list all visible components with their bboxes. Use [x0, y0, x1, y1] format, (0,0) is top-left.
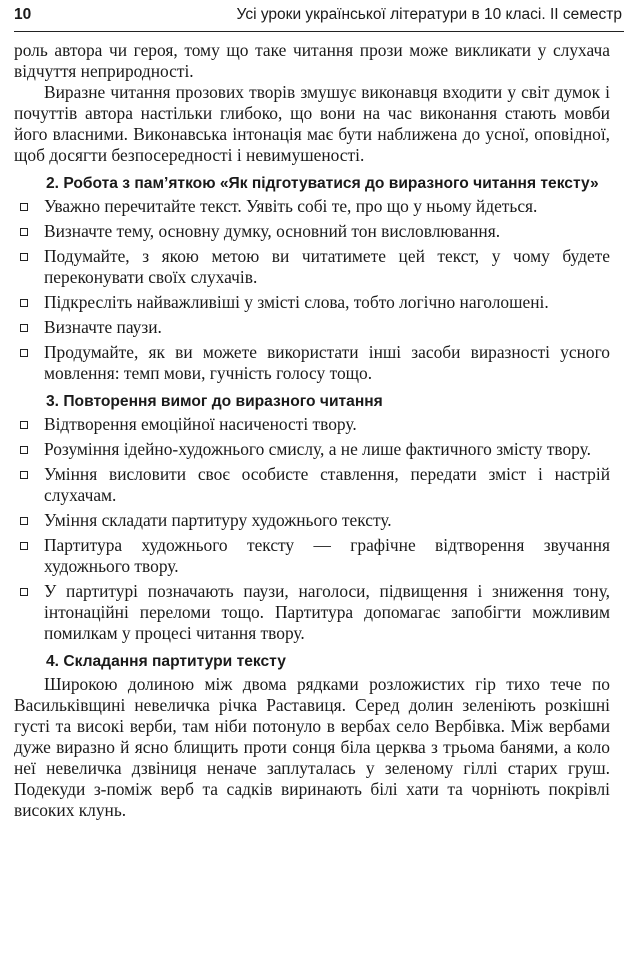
page-content — [14, 40, 610, 821]
section-4-text: Широкою долиною між двома рядками розложистих гір тихо тече по Васильківщині невеличка річка Раставиця. Серед долин зеленіють розкішні густі та високі верби, там ніби потонуло в вербах село Вербівка. Між вербами дуже виразно й ясно блищить проти сонця біла церква з трьома банями, а коло неї невеличка дзвіниця неначе заплуталась у зеленому гіллі старих груш. Подекуди з-поміж верб та садків виринають білі хати та чорніють покрівлі високих клунь. — [14, 674, 610, 820]
checkbox-bullet-icon — [20, 517, 28, 525]
checkbox-bullet-icon — [20, 253, 28, 261]
list-item: Визначте тему, основну думку, основний тон висловлювання. — [14, 221, 610, 242]
list-item: Продумайте, як ви можете використати інші засоби виразності усного мовлення: темп мови, гучність голосу тощо. — [14, 342, 610, 384]
list-item: Уміння складати партитуру художнього тексту. — [14, 510, 610, 531]
checkbox-bullet-icon — [20, 471, 28, 479]
intro-paragraph-2: Виразне читання прозових творів змушує виконавця входити у світ думок і почуттів автора настільки глибоко, що вони на час виконання стають мовби його власними. Виконавська інтонація має бути наближена до усної, оповідної, щоб досягти безпосередності і невимушеності. — [14, 82, 610, 165]
list-item: Відтворення емоційної насиченості твору. — [14, 414, 610, 435]
checkbox-bullet-icon — [20, 588, 28, 596]
section-3-title: 3. Повторення вимог до виразного читання — [46, 393, 383, 410]
list-item: Визначте паузи. — [14, 317, 610, 338]
list-item: Підкресліть найважливіші у змісті слова, тобто логічно наголошені. — [14, 292, 610, 313]
intro-paragraph-1: роль автора чи героя, тому що таке читання прози може викликати у слухача відчуття неприродності. — [14, 40, 610, 81]
section-4-title: 4. Складання партитури тексту — [46, 653, 286, 670]
checkbox-bullet-icon — [20, 446, 28, 454]
section-3-list — [14, 414, 610, 644]
checkbox-bullet-icon — [20, 421, 28, 429]
checkbox-bullet-icon — [20, 228, 28, 236]
page-header — [14, 6, 622, 28]
page-number: 10 — [14, 6, 32, 23]
list-item: У партитурі позначають паузи, наголоси, підвищення і зниження тону, інтонаційні переломи тощо. Партитура допомагає запобігти можливим помилкам у процесі читання твору. — [14, 581, 610, 644]
checkbox-bullet-icon — [20, 542, 28, 550]
list-item: Розуміння ідейно-художнього смислу, а не лише фактичного змісту твору. — [14, 439, 610, 460]
checkbox-bullet-icon — [20, 299, 28, 307]
list-item: Партитура художнього тексту — графічне відтворення звучання художнього твору. — [14, 535, 610, 577]
list-item: Уміння висловити своє особисте ставлення, передати зміст і настрій слухачам. — [14, 464, 610, 506]
list-item: Уважно перечитайте текст. Уявіть собі те, про що у ньому йдеться. — [14, 196, 610, 217]
header-rule — [14, 31, 624, 32]
section-2-list — [14, 196, 610, 384]
checkbox-bullet-icon — [20, 349, 28, 357]
checkbox-bullet-icon — [20, 203, 28, 211]
list-item: Подумайте, з якою метою ви читатимете цей текст, у чому будете переконувати своїх слухачів. — [14, 246, 610, 288]
section-2-title: 2. Робота з пам’яткою «Як підготуватися до виразного читання тексту» — [46, 175, 599, 192]
running-title: Усі уроки української літератури в 10 класі. ІІ семестр — [236, 6, 622, 23]
checkbox-bullet-icon — [20, 324, 28, 332]
